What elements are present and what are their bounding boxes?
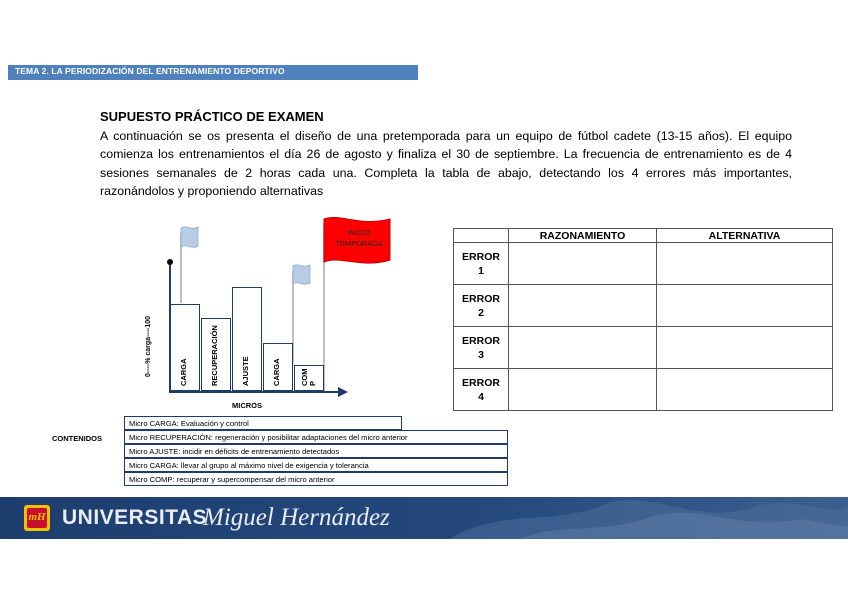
micro-bar-label: CARGA [179, 358, 188, 386]
contenido-item: Micro RECUPERACIÓN: regeneración y posibilitar adaptaciones del micro anterior [124, 430, 508, 444]
x-axis-label: MICROS [232, 401, 262, 410]
table-header-cell: ALTERNATIVA [657, 229, 833, 243]
contenido-item: Micro CARGA: llevar al grupo al máximo nivel de exigencia y tolerancia [124, 458, 508, 472]
table-header-cell [454, 229, 509, 243]
error-table-container [453, 228, 833, 411]
table-row [454, 327, 833, 369]
micro-bar [263, 343, 293, 391]
error-label-number: 2 [478, 306, 484, 319]
error-label-number: 4 [478, 390, 484, 403]
brand-main-text: UNIVERSITAS [62, 506, 208, 529]
instructions-paragraph: A continuación se os presenta el diseño de una pretemporada para un equipo de fútbol cadete (13-15 años). El equipo comienza los entrenamientos el día 26 de agosto y finaliza el 30 de septiembre. La frecuencia de entrenamiento es de 4 sesiones semanales de 2 horas cada una. Completa la tabla de abajo, detectando los 4 errores más importantes, razonándolos y proponiendo alternativas [100, 129, 792, 199]
micro-bar-label: AJUSTE [241, 356, 250, 386]
section-header-title: TEMA 2. LA PERIODIZACIÓN DEL ENTRENAMIENTO DEPORTIVO [15, 66, 285, 76]
error-label-word: ERROR [462, 250, 500, 263]
micro-bar-label: RECUPERACIÓN [210, 325, 219, 386]
contenido-item: Micro AJUSTE: incidir en déficits de entrenamiento detectados [124, 444, 508, 458]
micro-bar [294, 365, 324, 391]
alternativa-cell[interactable] [657, 243, 833, 285]
university-footer-banner [0, 497, 848, 539]
error-label [454, 243, 509, 285]
bars-layer [140, 215, 455, 415]
table-row [454, 285, 833, 327]
razonamiento-cell[interactable] [509, 285, 657, 327]
alternativa-cell[interactable] [657, 327, 833, 369]
error-label-number: 3 [478, 348, 484, 361]
brand-script-text: Miguel Hernández [203, 504, 390, 531]
razonamiento-cell[interactable] [509, 327, 657, 369]
micro-bar-label: COM P [300, 368, 317, 386]
contenido-item: Micro COMP: recuperar y supercompensar del micro anterior [124, 472, 508, 486]
flag-label: INICIO TEMPORADA [335, 228, 383, 248]
error-label [454, 327, 509, 369]
razonamiento-cell[interactable] [509, 369, 657, 411]
error-label-word: ERROR [462, 334, 500, 347]
razonamiento-cell[interactable] [509, 243, 657, 285]
alternativa-cell[interactable] [657, 285, 833, 327]
table-row [454, 243, 833, 285]
alternativa-cell[interactable] [657, 369, 833, 411]
error-label-word: ERROR [462, 292, 500, 305]
table-header-row [454, 229, 833, 243]
micro-bar [201, 318, 231, 391]
logo-letters: mH [28, 511, 46, 523]
contenidos-label: CONTENIDOS [52, 434, 103, 443]
contenido-item: Micro CARGA: Evaluación y control [124, 416, 402, 430]
y-axis-label: 0----% carga----100 [145, 315, 152, 377]
university-logo-icon [24, 505, 50, 531]
error-label-word: ERROR [462, 376, 500, 389]
table-header-cell: RAZONAMIENTO [509, 229, 657, 243]
periodization-chart [140, 215, 455, 415]
micro-bar [170, 304, 200, 391]
error-label-number: 1 [478, 264, 484, 277]
page-title: SUPUESTO PRÁCTICO DE EXAMEN [100, 109, 324, 124]
error-label [454, 369, 509, 411]
error-table [453, 228, 833, 411]
micro-bar-label: CARGA [272, 358, 281, 386]
error-label [454, 285, 509, 327]
micro-bar [232, 287, 262, 391]
table-row [454, 369, 833, 411]
